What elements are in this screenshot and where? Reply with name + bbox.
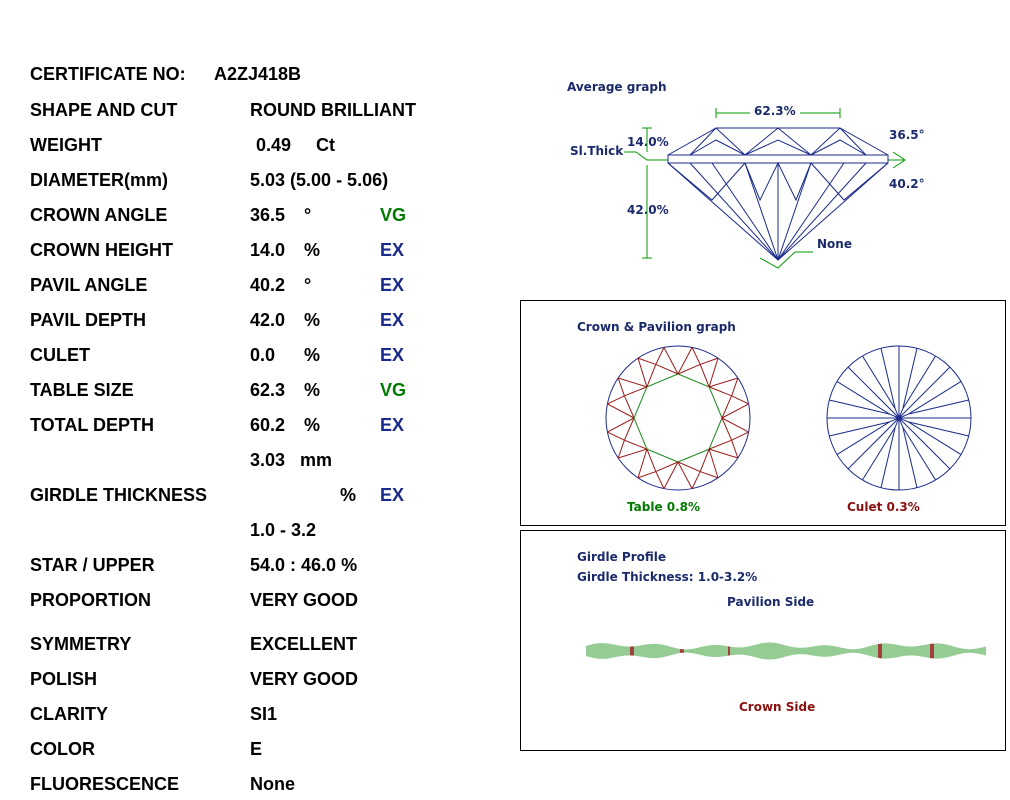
upper-girdle-facet: [732, 432, 749, 440]
kite-facet: [638, 449, 647, 478]
kite-facet: [638, 358, 647, 387]
kite-facet: [618, 378, 647, 387]
upper-girdle-facet: [700, 472, 718, 478]
girdle-profile-title: Girdle Profile: [577, 550, 667, 564]
property-label: PAVIL DEPTH: [30, 310, 147, 330]
star-facet: [722, 418, 732, 440]
star-facet: [678, 364, 700, 374]
property-unit: Ct: [316, 135, 335, 155]
property-label: CLARITY: [30, 704, 108, 724]
property-grade: EX: [380, 485, 405, 505]
property-value: 14.0: [250, 240, 286, 260]
upper-girdle-facet: [618, 378, 624, 396]
lower-girdle-facet: [903, 427, 917, 487]
crown-height-label: 14.0%: [627, 135, 669, 149]
property-label: POLISH: [30, 669, 98, 689]
kite-facet: [618, 449, 647, 458]
property-value: None: [250, 774, 295, 794]
kite-facet: [722, 404, 749, 418]
property-value: 1.0 - 3.2: [250, 520, 317, 540]
pavilion-depth-label: 42.0%: [627, 203, 669, 217]
property-value: SI1: [250, 704, 278, 724]
kite-facet: [664, 462, 678, 489]
property-value: E: [250, 739, 263, 759]
property-value: 5.03 (5.00 - 5.06): [250, 170, 389, 190]
upper-girdle-facet: [607, 432, 624, 440]
property-label: CROWN HEIGHT: [30, 240, 173, 260]
star-facet: [678, 462, 700, 472]
property-value: VERY GOOD: [250, 590, 359, 610]
kite-facet: [709, 449, 738, 458]
star-facet: [656, 364, 678, 374]
upper-girdle-facet: [692, 347, 700, 364]
lower-girdle-facet: [881, 427, 895, 487]
upper-girdle-facet: [732, 396, 749, 404]
property-grade: EX: [380, 415, 405, 435]
lower-girdle-facet: [908, 422, 968, 436]
kite-facet: [664, 347, 678, 374]
property-grade: EX: [380, 345, 405, 365]
property-label: SHAPE AND CUT: [30, 100, 178, 120]
lower-girdle-facet: [908, 400, 968, 414]
property-grade: EX: [380, 275, 405, 295]
crown-angle-label: 36.5°: [889, 128, 925, 142]
property-value: ROUND BRILLIANT: [250, 100, 416, 120]
property-value: 0.0: [250, 345, 276, 365]
crown-pavilion-title: Crown & Pavilion graph: [577, 320, 736, 334]
property-grade: VG: [380, 380, 407, 400]
upper-girdle-facet: [607, 396, 624, 404]
upper-girdle-facet: [656, 347, 664, 364]
property-label: PAVIL ANGLE: [30, 275, 148, 295]
property-unit: %: [304, 310, 321, 330]
property-unit: %: [304, 345, 321, 365]
culet-label: None: [817, 237, 852, 251]
property-label: TABLE SIZE: [30, 380, 134, 400]
pavilion-angle-label: 40.2°: [889, 177, 925, 191]
property-unit: °: [304, 275, 312, 295]
property-unit: %: [304, 380, 321, 400]
property-label: COLOR: [30, 739, 95, 759]
property-value: 54.0 : 46.0 %: [250, 555, 358, 575]
property-label: CROWN ANGLE: [30, 205, 168, 225]
property-unit: mm: [300, 450, 333, 470]
table-size-label: Table 0.8%: [627, 500, 701, 514]
property-grade: EX: [380, 310, 405, 330]
property-value: 3.03: [250, 450, 286, 470]
kite-facet: [709, 449, 718, 478]
property-value: EXCELLENT: [250, 634, 358, 654]
certificate-label: CERTIFICATE NO:: [30, 64, 186, 84]
upper-girdle-facet: [732, 378, 738, 396]
property-value: 42.0: [250, 310, 286, 330]
property-value: 36.5: [250, 205, 286, 225]
property-label: DIAMETER(mm): [30, 170, 168, 190]
property-label: SYMMETRY: [30, 634, 132, 654]
kite-facet: [678, 462, 692, 489]
kite-facet: [722, 418, 749, 432]
property-label: CULET: [30, 345, 90, 365]
girdle-label: Sl.Thick: [570, 144, 624, 158]
property-label: TOTAL DEPTH: [30, 415, 155, 435]
kite-facet: [607, 418, 634, 432]
upper-girdle-facet: [692, 472, 700, 489]
upper-girdle-facet: [638, 472, 656, 478]
property-label: FLUORESCENCE: [30, 774, 180, 794]
property-value: VERY GOOD: [250, 669, 359, 689]
star-facet: [722, 396, 732, 418]
girdle-thickness-range: Girdle Thickness: 1.0-3.2%: [577, 570, 758, 584]
star-facet: [624, 396, 634, 418]
crown-side-label: Crown Side: [739, 700, 816, 714]
property-value: 40.2: [250, 275, 286, 295]
table-percent-label: 62.3%: [754, 104, 796, 118]
kite-facet: [678, 347, 692, 374]
property-grade: VG: [380, 205, 407, 225]
lower-girdle-facet: [903, 348, 917, 408]
property-unit: %: [340, 485, 357, 505]
upper-girdle-facet: [656, 472, 664, 489]
lower-girdle-facet: [829, 400, 889, 414]
property-label: PROPORTION: [30, 590, 152, 610]
property-unit: %: [304, 415, 321, 435]
upper-girdle-facet: [732, 440, 738, 458]
girdle-profile-bar: [586, 640, 988, 662]
kite-facet: [709, 378, 738, 387]
pavilion-view-diagram: [819, 338, 979, 498]
culet-size-label: Culet 0.3%: [847, 500, 920, 514]
property-label: WEIGHT: [30, 135, 102, 155]
property-value: 0.49: [256, 135, 292, 155]
star-facet: [656, 462, 678, 472]
lower-girdle-facet: [881, 348, 895, 408]
kite-facet: [709, 358, 718, 387]
certificate-number: A2ZJ418B: [214, 64, 302, 84]
property-value: 62.3: [250, 380, 286, 400]
crown-view-diagram: [598, 338, 758, 498]
pavilion-side-label: Pavilion Side: [727, 595, 815, 609]
property-grade: EX: [380, 240, 405, 260]
girdle-outline: [606, 346, 750, 490]
upper-girdle-facet: [700, 358, 718, 364]
upper-girdle-facet: [618, 440, 624, 458]
property-label: GIRDLE THICKNESS: [30, 485, 208, 505]
average-graph-title: Average graph: [567, 80, 667, 94]
property-value: 60.2: [250, 415, 286, 435]
property-unit: %: [304, 240, 321, 260]
property-unit: °: [304, 205, 312, 225]
kite-facet: [607, 404, 634, 418]
upper-girdle-facet: [638, 358, 656, 364]
star-facet: [624, 418, 634, 440]
property-label: STAR / UPPER: [30, 555, 155, 575]
lower-girdle-facet: [829, 422, 889, 436]
